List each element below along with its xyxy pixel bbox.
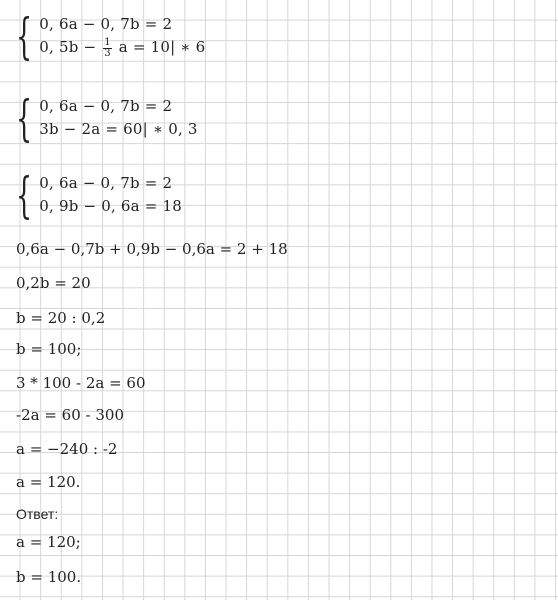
- step-line-7: a = −240 : -2: [16, 440, 118, 458]
- equation-system-1: [16, 7, 206, 65]
- equation-system-3: [16, 166, 182, 224]
- answer-b: b = 100.: [16, 568, 82, 586]
- system1-eq2-right: a = 10| ∗ 6: [118, 38, 206, 56]
- left-brace-icon: {: [16, 7, 33, 65]
- system1-equation-2: [39, 36, 205, 59]
- step-line-6: -2a = 60 - 300: [16, 406, 124, 424]
- fraction-numerator: 1: [104, 36, 111, 48]
- left-brace-icon: {: [16, 89, 33, 147]
- system1-equation-1: 0, 6a − 0, 7b = 2: [39, 15, 173, 33]
- step-line-1: 0,6a − 0,7b + 0,9b − 0,6a = 2 + 18: [16, 240, 288, 258]
- system3-equation-2: 0, 9b − 0, 6a = 18: [39, 197, 182, 215]
- left-brace-icon: {: [16, 166, 33, 224]
- step-line-3: b = 20 : 0,2: [16, 309, 106, 327]
- answer-label: Ответ:: [16, 506, 59, 522]
- system3-equation-1: 0, 6a − 0, 7b = 2: [39, 174, 173, 192]
- equation-system-2: [16, 89, 198, 147]
- system2-equation-1: 0, 6a − 0, 7b = 2: [39, 97, 173, 115]
- system2-equation-2: 3b − 2a = 60| ∗ 0, 3: [39, 120, 198, 138]
- answer-a: a = 120;: [16, 533, 81, 551]
- step-line-4: b = 100;: [16, 340, 82, 358]
- step-line-8: a = 120.: [16, 473, 81, 491]
- step-line-2: 0,2b = 20: [16, 274, 91, 292]
- system1-eq2-left: 0, 5b −: [39, 38, 97, 56]
- fraction-denominator: 3: [104, 47, 111, 59]
- step-line-5: 3 * 100 - 2a = 60: [16, 374, 146, 392]
- fraction-one-third: [103, 38, 112, 59]
